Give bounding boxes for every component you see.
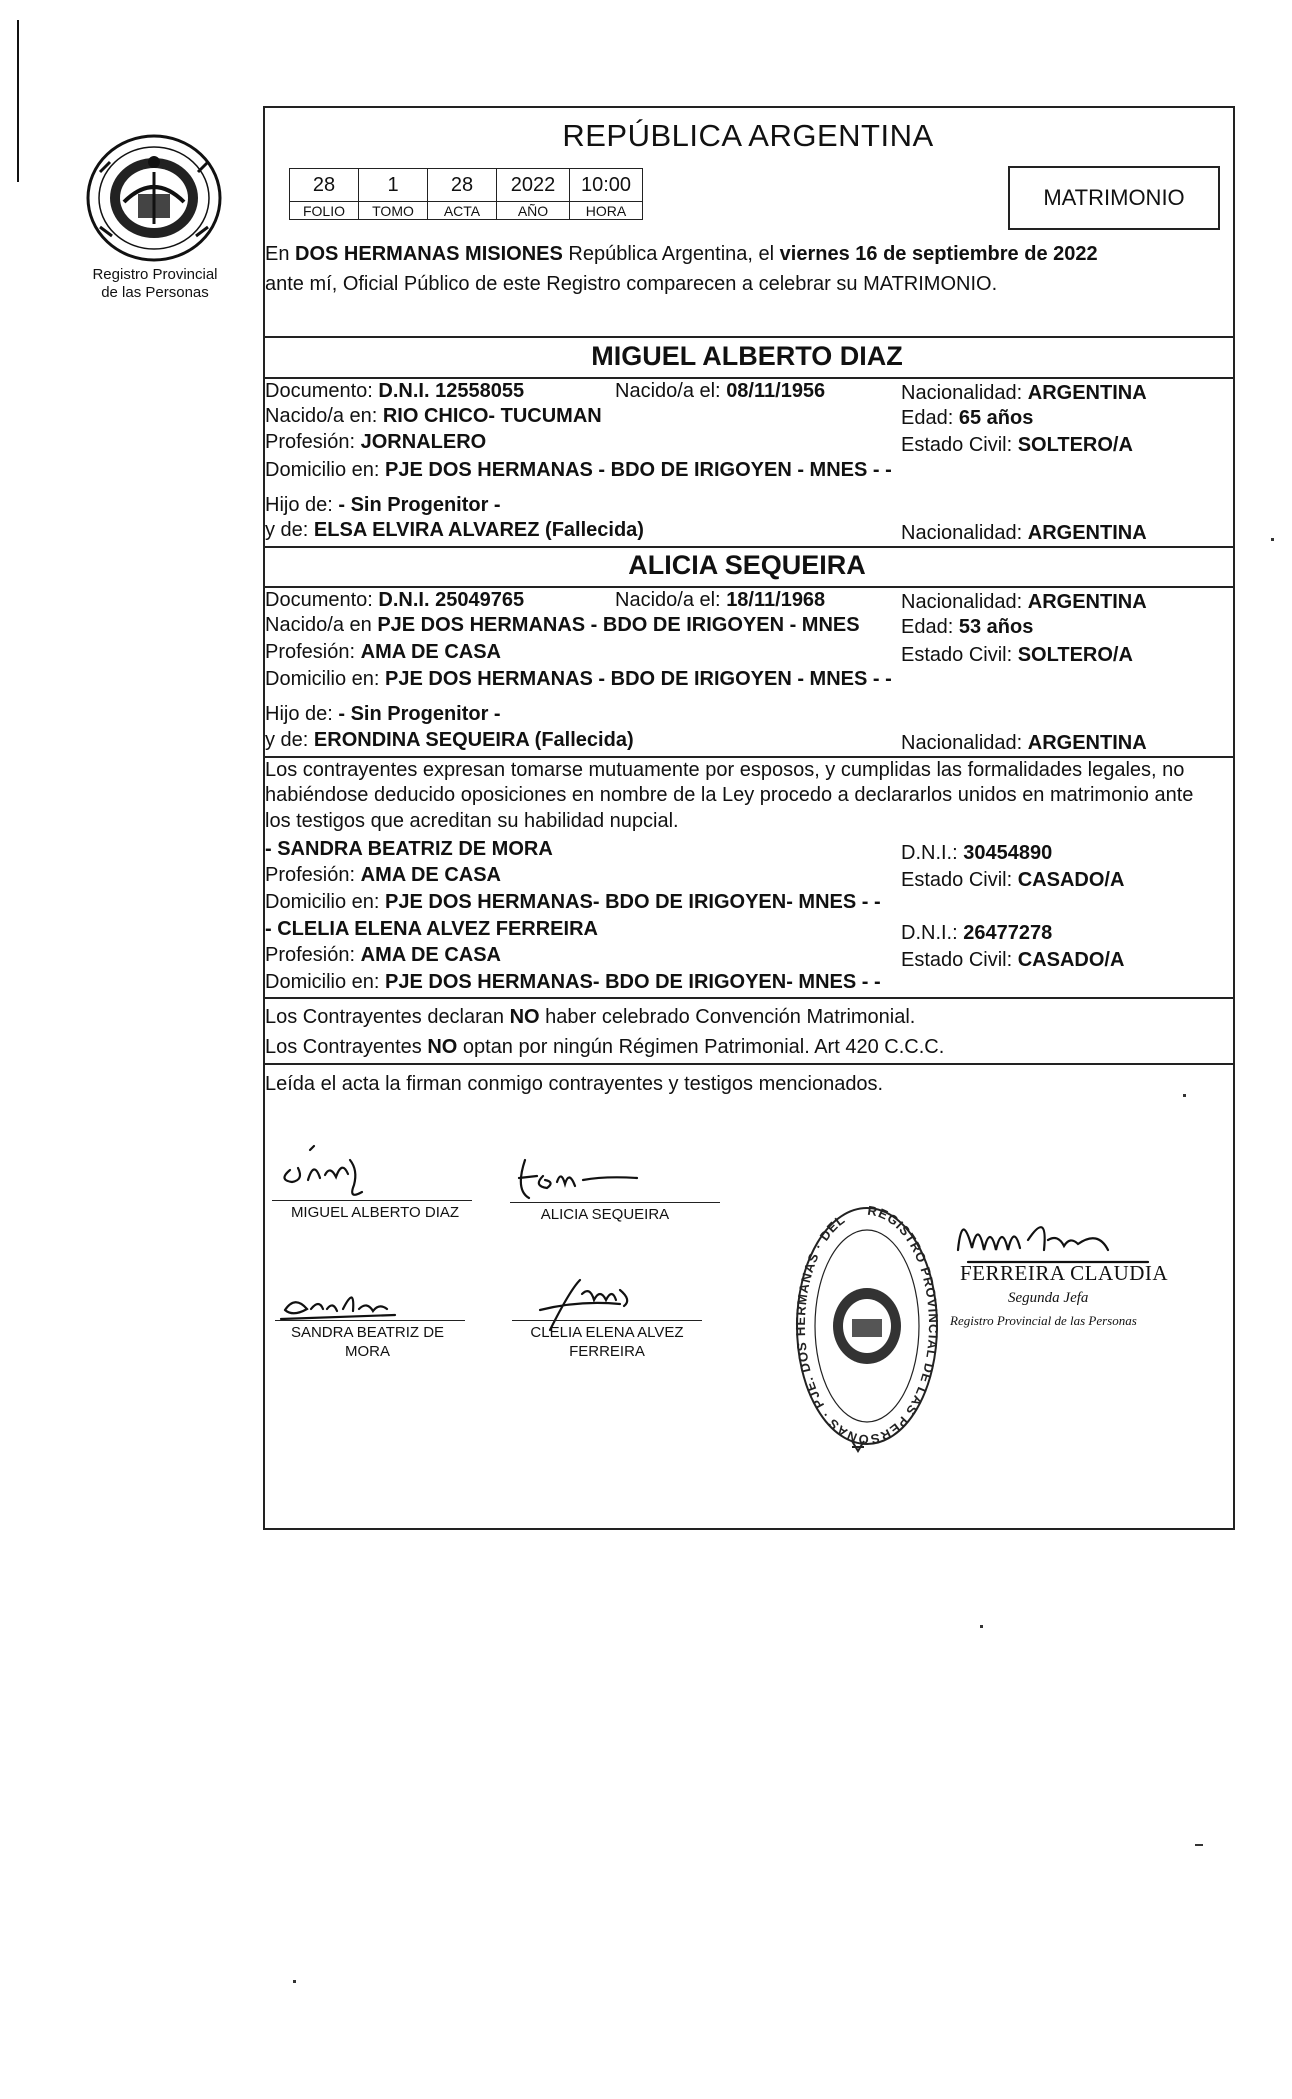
value: PJE DOS HERMANAS - BDO DE IRIGOYEN - MNES	[377, 614, 860, 636]
signature-label-sandra	[275, 1323, 460, 1361]
folio-value: 28	[290, 169, 359, 202]
label: Domicilio en:	[265, 459, 380, 481]
testigo-2-dni	[901, 921, 1052, 945]
acta-value: 28	[428, 169, 497, 202]
label: Domicilio en:	[265, 891, 380, 913]
seal-text: REGISTRO PROVINCIAL DE LAS PERSONAS · PJE. DOS HERMANAS · DEL	[792, 1202, 942, 1448]
value: 30454890	[963, 842, 1053, 864]
margin-line	[17, 20, 19, 182]
label: y de:	[265, 729, 309, 751]
intro-date: viernes 16 de septiembre de 2022	[779, 243, 1098, 265]
acta-label: ACTA	[428, 202, 497, 220]
logo-caption-line-2: de las Personas	[101, 284, 209, 301]
tomo-label: TOMO	[359, 202, 428, 220]
label: Domicilio en:	[265, 668, 380, 690]
label: Profesión:	[265, 864, 356, 886]
value: ARGENTINA	[1027, 522, 1147, 544]
testigo-2-name: - CLELIA ELENA ALVEZ FERREIRA	[265, 918, 598, 940]
label: Domicilio en:	[265, 971, 380, 993]
official-role: Segunda Jefa	[1008, 1290, 1089, 1306]
c2-hijo-de	[265, 702, 501, 726]
intro-line-1	[265, 242, 1098, 266]
text: Los Contrayentes	[265, 1036, 428, 1058]
label: y de:	[265, 519, 309, 541]
label: Estado Civil:	[901, 869, 1013, 891]
label: Profesión:	[265, 431, 356, 453]
label: Nacionalidad:	[901, 382, 1023, 404]
testigo-2-domicilio	[265, 970, 881, 994]
value: ERONDINA SEQUEIRA (Fallecida)	[313, 729, 634, 751]
label: Edad:	[901, 616, 954, 638]
emphasis: NO	[509, 1006, 540, 1028]
value: AMA DE CASA	[360, 641, 501, 663]
c1-nacido-el	[615, 379, 825, 403]
closing-line: Leída el acta la firman conmigo contrayentes y testigos mencionados.	[265, 1073, 884, 1095]
intro-text-b: República Argentina, el	[562, 243, 780, 265]
tomo-value: 1	[359, 169, 428, 202]
c1-hijo-de	[265, 493, 501, 517]
anio-value: 2022	[497, 169, 570, 202]
c2-nacido-el	[615, 588, 825, 612]
signature-line	[512, 1320, 702, 1321]
divider	[263, 997, 1233, 999]
value: RIO CHICO- TUCUMAN	[382, 405, 602, 427]
label: Nacionalidad:	[901, 522, 1023, 544]
value: 65 años	[958, 407, 1034, 429]
provincial-registry-logo	[80, 132, 228, 264]
c2-y-de	[265, 728, 634, 752]
hora-value: 10:00	[570, 169, 643, 202]
label: Nacido/a el:	[615, 589, 721, 611]
testigo-2-estado-civil	[901, 948, 1124, 972]
folio-label: FOLIO	[290, 202, 359, 220]
value: CASADO/A	[1017, 869, 1125, 891]
c1-nacionalidad	[901, 381, 1147, 405]
value: AMA DE CASA	[360, 864, 501, 886]
official-office: Registro Provincial de las Personas	[950, 1313, 1137, 1328]
signature-label-clelia	[512, 1323, 702, 1361]
signature-miguel	[270, 1130, 400, 1205]
logo-caption	[60, 266, 250, 302]
value: CASADO/A	[1017, 949, 1125, 971]
testigo-2-profesion	[265, 943, 501, 967]
label: D.N.I.:	[901, 922, 958, 944]
c2-madre-nacionalidad	[901, 731, 1147, 755]
text: Los Contrayentes declaran	[265, 1006, 510, 1028]
declaration-line-1: Los contrayentes expresan tomarse mutuamente por esposos, y cumplidas las formalidades legales, no	[265, 759, 1185, 781]
declaration-line-2: habiéndose deducido oposiciones en nombre de la Ley procedo a declararlos unidos en matrimonio ante	[265, 784, 1194, 806]
label: Estado Civil:	[901, 434, 1013, 456]
intro-place: DOS HERMANAS MISIONES	[295, 243, 563, 265]
act-type-box: MATRIMONIO	[1008, 166, 1220, 230]
label: Documento:	[265, 380, 373, 402]
testigo-1-estado-civil	[901, 868, 1124, 892]
value: - Sin Progenitor -	[338, 703, 501, 725]
value: D.N.I. 12558055	[378, 380, 525, 402]
text: optan por ningún Régimen Patrimonial. Art 420 C.C.C.	[457, 1036, 945, 1058]
testigo-1-name: - SANDRA BEATRIZ DE MORA	[265, 838, 553, 860]
label: Nacido/a en	[265, 614, 372, 636]
value: SOLTERO/A	[1017, 644, 1133, 666]
label: Nacido/a el:	[615, 380, 721, 402]
value: ELSA ELVIRA ALVAREZ (Fallecida)	[313, 519, 644, 541]
label-line: FERREIRA	[569, 1343, 645, 1360]
official-name: FERREIRA CLAUDIA	[960, 1261, 1169, 1285]
c1-estado-civil	[901, 433, 1133, 457]
value: SOLTERO/A	[1017, 434, 1133, 456]
label: Estado Civil:	[901, 644, 1013, 666]
label: Nacionalidad:	[901, 591, 1023, 613]
value: PJE DOS HERMANAS - BDO DE IRIGOYEN - MNES - -	[385, 459, 892, 481]
regimen-line	[265, 1035, 944, 1059]
signature-sandra	[275, 1275, 415, 1325]
label: Nacionalidad:	[901, 732, 1023, 754]
c1-profesion	[265, 430, 486, 454]
c1-nacido-en	[265, 404, 602, 428]
value: ARGENTINA	[1027, 382, 1147, 404]
scan-dot	[293, 1980, 296, 1983]
c2-domicilio	[265, 667, 892, 691]
text: haber celebrado Convención Matrimonial.	[539, 1006, 916, 1028]
c2-nacido-en	[265, 613, 860, 637]
testigo-1-profesion	[265, 863, 501, 887]
label-line: SANDRA BEATRIZ DE	[290, 1324, 445, 1341]
value: ARGENTINA	[1027, 591, 1147, 613]
c1-documento	[265, 379, 524, 403]
label: Nacido/a en:	[265, 405, 378, 427]
value: ARGENTINA	[1027, 732, 1147, 754]
c1-domicilio	[265, 458, 892, 482]
divider	[263, 1063, 1233, 1065]
divider	[263, 336, 1233, 338]
label: Estado Civil:	[901, 949, 1013, 971]
c2-estado-civil	[901, 643, 1133, 667]
c1-y-de	[265, 518, 644, 542]
logo-caption-line-1: Registro Provincial	[92, 266, 218, 283]
label: Profesión:	[265, 944, 356, 966]
testigo-1-domicilio	[265, 890, 881, 914]
value: PJE DOS HERMANAS- BDO DE IRIGOYEN- MNES - -	[385, 971, 881, 993]
signature-line	[275, 1320, 465, 1321]
intro-text-a: En	[265, 243, 296, 265]
testigo-1-dni	[901, 841, 1052, 865]
scan-dot	[1183, 1094, 1186, 1097]
label: Edad:	[901, 407, 954, 429]
c2-profesion	[265, 640, 501, 664]
divider	[263, 546, 1233, 548]
emphasis: NO	[427, 1036, 458, 1058]
value: PJE DOS HERMANAS - BDO DE IRIGOYEN - MNES - -	[385, 668, 892, 690]
declaration-line-3: los testigos que acreditan su habilidad nupcial.	[265, 810, 679, 832]
value: 53 años	[958, 616, 1034, 638]
signature-label-alicia: ALICIA SEQUEIRA	[540, 1206, 670, 1223]
label: Documento:	[265, 589, 373, 611]
label: Profesión:	[265, 641, 356, 663]
convencion-line	[265, 1005, 915, 1029]
official-seal	[792, 1195, 942, 1457]
value: 26477278	[963, 922, 1053, 944]
label-line: CLELIA ELENA ALVEZ	[530, 1324, 684, 1341]
signature-line	[272, 1200, 472, 1201]
scan-dot	[1195, 1844, 1203, 1846]
value: - Sin Progenitor -	[338, 494, 501, 516]
value: AMA DE CASA	[360, 944, 501, 966]
label: Hijo de:	[265, 703, 333, 725]
value: PJE DOS HERMANAS- BDO DE IRIGOYEN- MNES - -	[385, 891, 881, 913]
registry-table	[289, 168, 643, 220]
contrayente-1-name: MIGUEL ALBERTO DIAZ	[591, 341, 903, 371]
signature-official	[948, 1210, 1178, 1340]
signature-line	[510, 1202, 720, 1203]
signature-alicia	[505, 1140, 655, 1210]
label-line: MORA	[345, 1343, 390, 1360]
label: Hijo de:	[265, 494, 333, 516]
value: 08/11/1956	[726, 380, 826, 402]
c2-documento	[265, 588, 524, 612]
label: D.N.I.:	[901, 842, 958, 864]
country-title: REPÚBLICA ARGENTINA	[562, 118, 934, 153]
c1-edad	[901, 406, 1033, 430]
signature-label-miguel: MIGUEL ALBERTO DIAZ	[290, 1204, 460, 1221]
scan-dot	[980, 1625, 983, 1628]
c2-edad	[901, 615, 1033, 639]
hora-label: HORA	[570, 202, 643, 220]
value: 18/11/1968	[726, 589, 826, 611]
intro-line-2: ante mí, Oficial Público de este Registro comparecen a celebrar su MATRIMONIO.	[265, 273, 998, 295]
anio-label: AÑO	[497, 202, 570, 220]
value: JORNALERO	[360, 431, 487, 453]
scan-dot	[1271, 538, 1274, 541]
c1-madre-nacionalidad	[901, 521, 1147, 545]
value: D.N.I. 25049765	[378, 589, 525, 611]
contrayente-2-name: ALICIA SEQUEIRA	[628, 550, 866, 580]
c2-nacionalidad	[901, 590, 1147, 614]
